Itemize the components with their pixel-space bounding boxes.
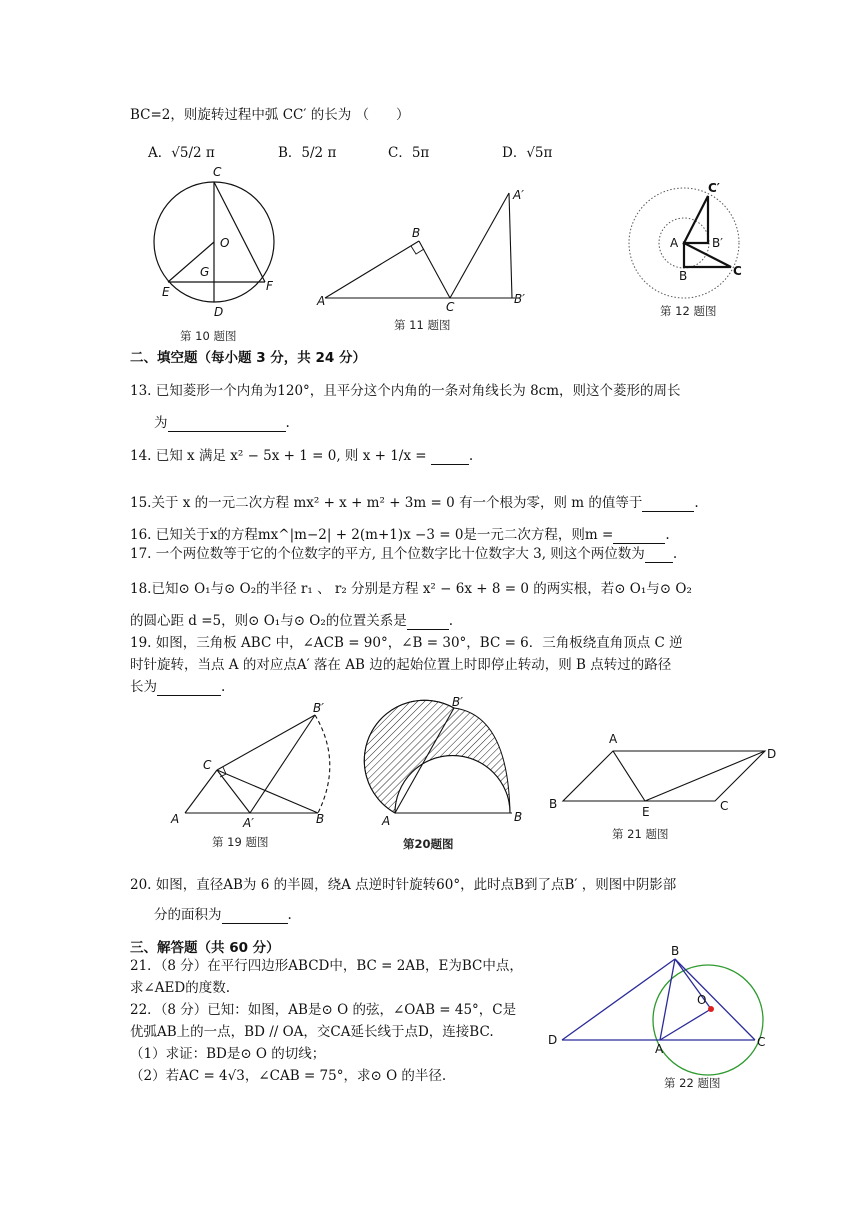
- fig10-label-d: D: [214, 305, 224, 319]
- fig10-label-f: F: [266, 279, 273, 293]
- fig12-label-b: B: [679, 269, 688, 283]
- figure-11: [315, 185, 535, 314]
- section3-title: 三、解答题（共 60 分）: [130, 940, 280, 956]
- fig22-label-d: D: [548, 1033, 558, 1047]
- q17: 17. 一个两位数等于它的个位数字的平方, 且个位数字比十位数字大 3, 则这个两位数为 .: [130, 546, 678, 562]
- q21-line1: 21．（8 分）在平行四边形ABCD中，BC = 2AB，E为BC中点，: [130, 958, 523, 974]
- fig10-label-e: E: [162, 285, 170, 299]
- fig21-caption: 第 21 题图: [612, 827, 669, 841]
- fig20-label-b-prime: B′: [452, 695, 463, 709]
- q12-stem: BC=2，则旋转过程中弧 CC′ 的长为 （ ）: [130, 107, 410, 123]
- q22-line2: 优弧AB上的一点，BD // OA，交CA延长线于点D，连接BC.: [130, 1024, 494, 1040]
- q19-line2: 时针旋转，当点 A 的对应点A′ 落在 AB 边的起始位置上时即停止转动，则 B 点转过的路径: [130, 657, 672, 673]
- q14: 14. 已知 x 满足 x² − 5x + 1 = 0, 则 x + 1/x = .: [130, 448, 474, 464]
- fig12-label-b-prime: B′: [712, 236, 723, 250]
- fig21-label-c: C: [720, 799, 729, 813]
- fig19-label-a-prime: A′: [243, 816, 254, 830]
- fig12-label-c-prime: C′: [708, 181, 720, 195]
- fig22-label-b: B: [671, 944, 680, 958]
- fig19-label-c: C: [203, 758, 212, 772]
- q19-line1: 19. 如图，三角板 ABC 中，∠ACB = 90°，∠B = 30°，BC = 6．三角板绕直角顶点 C 逆: [130, 635, 683, 651]
- figure-19: [165, 700, 345, 830]
- fig10-label-c: C: [213, 165, 222, 179]
- q19-line3: 长为 .: [130, 679, 226, 695]
- fig22-label-c: C: [757, 1035, 766, 1049]
- q15: 15.关于 x 的一元二次方程 mx² + x + m² + 3m = 0 有一个根为零，则 m 的值等于 .: [130, 495, 699, 511]
- q22-line3: （1）求证：BD是⊙ O 的切线；: [130, 1046, 326, 1062]
- fig19-label-a: A: [171, 812, 180, 826]
- figure-21: [545, 728, 785, 818]
- q22-line1: 22．（8 分）已知：如图，AB是⊙ O 的弦，∠OAB = 45°，C是: [130, 1002, 517, 1018]
- q22-line4: （2）若AC = 4√3，∠CAB = 75°，求⊙ O 的半径.: [130, 1068, 447, 1084]
- q20-line2: 分的面积为 .: [154, 907, 292, 923]
- fig11-label-a: A: [317, 294, 326, 308]
- fig19-label-b: B: [316, 812, 325, 826]
- fig22-label-a: A: [655, 1042, 664, 1056]
- q18-line2: 的圆心距 d =5，则⊙ O₁与⊙ O₂的位置关系是 .: [130, 613, 454, 629]
- q16: 16. 已知关于x的方程mx^|m−2| + 2(m+1)x −3 = 0是一元二次方程，则m = .: [130, 527, 670, 543]
- fig11-caption: 第 11 题图: [394, 318, 451, 332]
- fig10-label-g: G: [200, 265, 210, 279]
- fig19-label-b-prime: B′: [313, 701, 324, 715]
- fig11-label-b-prime: B′: [514, 292, 525, 306]
- figure-12: [630, 180, 760, 300]
- fig20-label-a: A: [382, 814, 391, 828]
- q12-option-d: D．√5π: [502, 145, 553, 161]
- fig12-label-a: A: [670, 236, 679, 250]
- fig21-label-e: E: [642, 805, 650, 819]
- fig21-label-a: A: [609, 732, 618, 746]
- q12-option-b: B．5/2 π: [278, 145, 337, 161]
- fig20-label-b: B: [514, 810, 523, 824]
- fig21-label-b: B: [549, 797, 558, 811]
- q13-line1: 13. 已知菱形一个内角为120°，且平分这个内角的一条对角线长为 8cm，则这个菱形的周长: [130, 383, 681, 399]
- fig20-caption: 第20题图: [403, 837, 454, 851]
- fig11-label-c: C: [446, 300, 455, 314]
- fig11-label-a-prime: A′: [513, 188, 524, 202]
- section2-title: 二、填空题（每小题 3 分，共 24 分）: [130, 350, 366, 366]
- figure-20: [360, 695, 535, 835]
- figure-10: [140, 160, 290, 330]
- q21-line2: 求∠AED的度数.: [130, 980, 231, 996]
- fig22-caption: 第 22 题图: [664, 1076, 721, 1090]
- fig21-label-d: D: [767, 747, 777, 761]
- q18-line1: 18.已知⊙ O₁与⊙ O₂的半径 r₁ 、 r₂ 分别是方程 x² − 6x + 8 = 0 的两实根，若⊙ O₁与⊙ O₂: [130, 581, 692, 597]
- fig11-label-b: B: [412, 226, 421, 240]
- fig22-label-o: O: [697, 993, 707, 1007]
- q13-line2: 为 .: [154, 415, 290, 431]
- figure-22: [545, 940, 785, 1065]
- fig12-label-c: C: [733, 264, 742, 278]
- q20-line1: 20. 如图，直径AB为 6 的半圆，绕A 点逆时针旋转60°，此时点B到了点B′ ，则图中阴影部: [130, 877, 677, 893]
- fig10-caption: 第 10 题图: [180, 329, 237, 343]
- fig19-caption: 第 19 题图: [212, 835, 269, 849]
- fig10-label-o: O: [220, 236, 230, 250]
- fig12-caption: 第 12 题图: [660, 304, 717, 318]
- q12-option-a: A．√5/2 π: [148, 145, 215, 161]
- q12-option-c: C．5π: [388, 145, 430, 161]
